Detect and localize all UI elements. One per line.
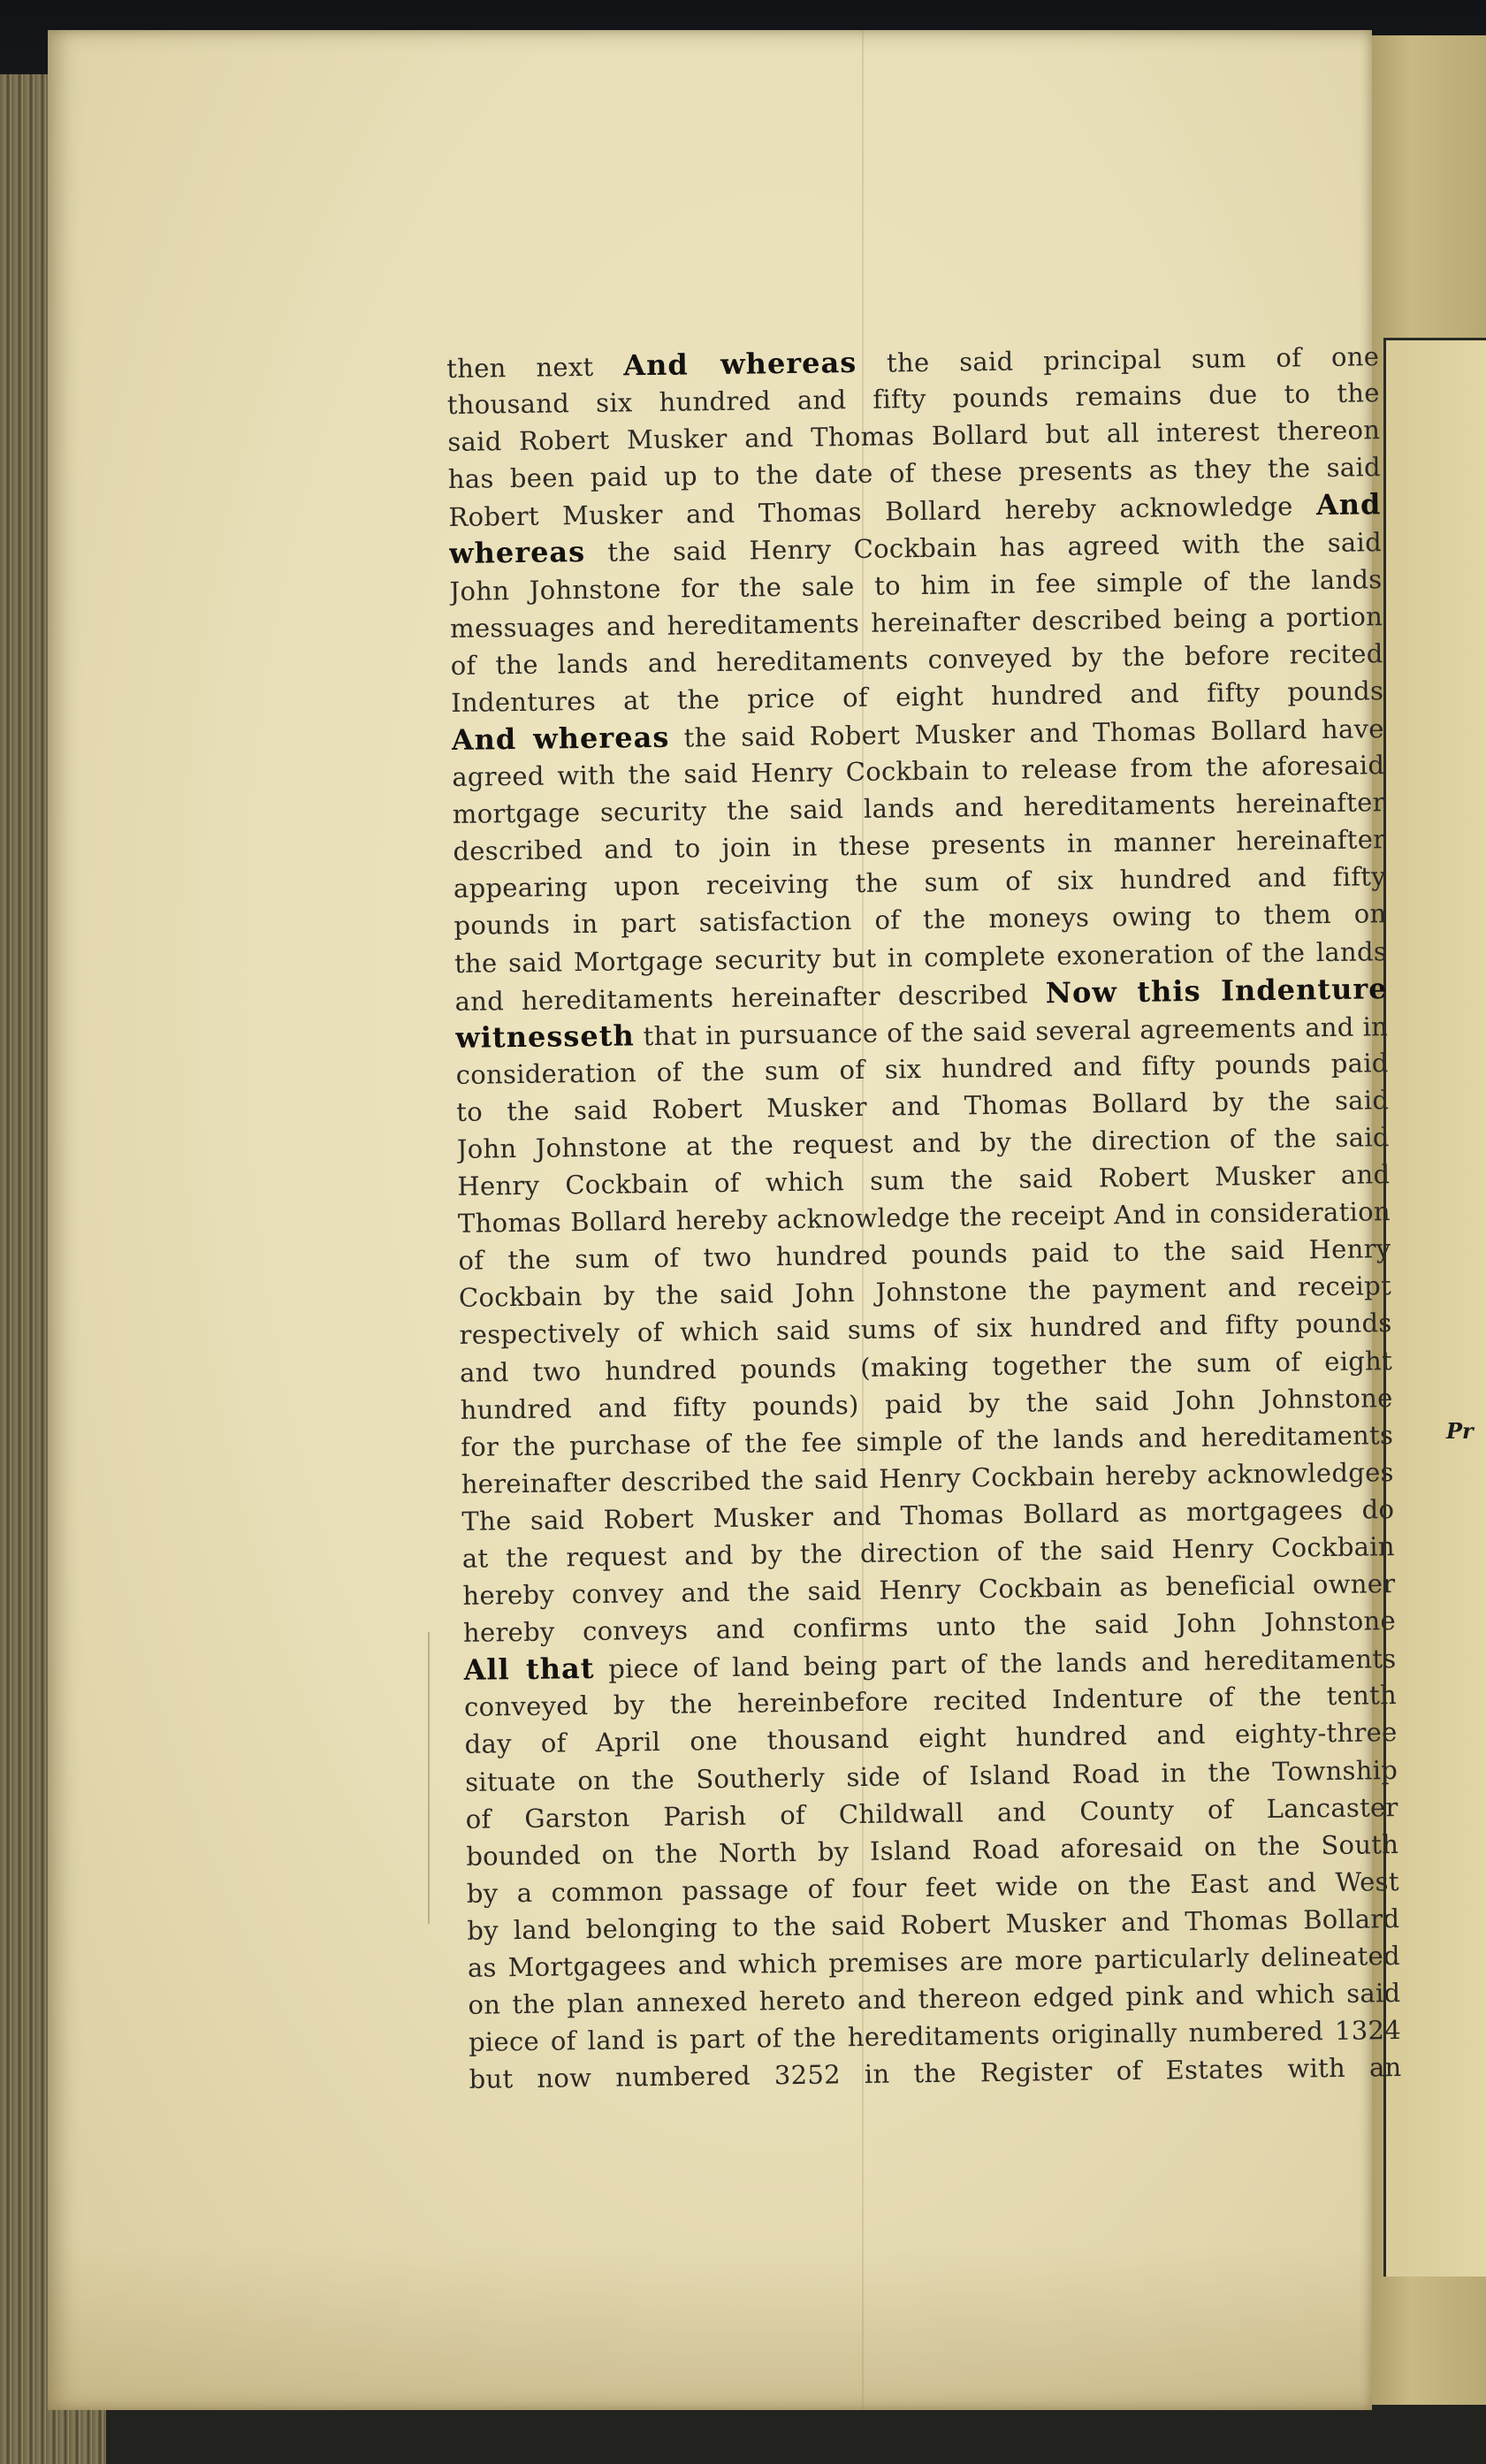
line-text: John Johnstone for the sale to him in fee simple of the lands: [449, 563, 1383, 606]
line-text: the said Robert Musker and Thomas Bollard have: [669, 713, 1384, 753]
line-text: John Johnstone at the request and by the direction of the said: [456, 1122, 1390, 1164]
line-text: of the lands and hereditaments conveyed by the before recited: [450, 637, 1383, 681]
line-text: hereby conveys and confirms unto the said John Johnstone: [462, 1606, 1397, 1649]
line-text: but now numbered 3252 in the Register of Estates with an: [469, 2052, 1402, 2095]
line-text: mortgage security the said lands and hereditaments hereinafter: [452, 787, 1386, 830]
line-text: on the plan annexed hereto and thereon edged pink and which said: [468, 1978, 1401, 2020]
line-text: Robert Musker and Thomas Bollard hereby acknowledge: [448, 491, 1317, 533]
line-text: to the said Robert Musker and Thomas Bollard by the said: [456, 1084, 1390, 1127]
blackletter-phrase: Now this Indenture: [1045, 971, 1388, 1010]
line-text: has been paid up to the date of these presents as they the said: [447, 452, 1382, 495]
blackletter-phrase: And whereas: [451, 720, 670, 757]
line-text: bounded on the North by Island Road aforesaid on the South: [466, 1828, 1399, 1872]
line-text: by land belonging to the said Robert Musker and Thomas Bollard: [467, 1903, 1400, 1946]
line-text: piece of land being part of the lands and hereditaments: [594, 1644, 1397, 1685]
indenture-text-block: [446, 337, 1402, 2095]
line-text: that in pursuance of the said several agreements and in: [634, 1011, 1389, 1051]
blackletter-phrase: whereas: [448, 535, 586, 571]
line-text: Henry Cockbain of which sum the said Robert Musker and: [457, 1159, 1391, 1201]
line-text: piece of land is part of the hereditaments originally numbered 1324: [468, 2015, 1402, 2058]
blackletter-phrase: And whereas: [623, 345, 857, 383]
line-text: and two hundred pounds (making together the sum of eight: [459, 1345, 1393, 1388]
line-text: agreed with the said Henry Cockbain to release from the aforesaid: [452, 750, 1385, 792]
line-text: appearing upon receiving the sum of six hundred and fifty: [453, 861, 1387, 904]
line-text: hundred and fifty pounds) paid by the said John Johnstone: [460, 1382, 1393, 1425]
line-text: Indentures at the price of eight hundred and fifty pounds: [451, 675, 1384, 718]
line-text: Cockbain by the said John Johnstone the payment and receipt: [458, 1270, 1392, 1314]
line-text: at the request and by the direction of the said Henry Cockbain: [461, 1531, 1396, 1574]
line-text: thousand six hundred and fifty pounds remains due to the: [446, 378, 1380, 421]
page-bottom-stain: [48, 2246, 1372, 2410]
line-text: conveyed by the hereinbefore recited Indenture of the tenth: [463, 1680, 1398, 1723]
line-text: messuages and hereditaments hereinafter described being a portion: [449, 600, 1383, 644]
line-text: consideration of the sum of six hundred and fifty pounds paid: [455, 1047, 1389, 1090]
adjacent-page-text-fragment: Pr: [1446, 1418, 1474, 1444]
margin-pencil-line: [428, 1632, 430, 1924]
line-text: the said Henry Cockbain has agreed with the said: [584, 527, 1383, 568]
line-text: of Garston Parish of Childwall and County of Lancaster: [465, 1791, 1398, 1835]
line-text: for the purchase of the fee simple of the lands and hereditaments: [461, 1419, 1394, 1462]
line-text: hereinafter described the said Henry Cockbain hereby acknowledges: [461, 1456, 1394, 1499]
line-text: then next: [446, 351, 624, 384]
line-text: respectively of which said sums of six hundred and fifty pounds: [459, 1308, 1392, 1351]
line-text: and hereditaments hereinafter described: [454, 978, 1046, 1017]
blackletter-phrase: And: [1315, 487, 1382, 523]
line-text: described and to join in these presents in manner hereinafter: [453, 824, 1386, 867]
line-text: The said Robert Musker and Thomas Bollard as mortgagees do: [461, 1493, 1395, 1537]
line-text: Thomas Bollard hereby acknowledge the receipt And in consideration: [457, 1196, 1391, 1240]
line-text: by a common passage of four feet wide on the East and West: [466, 1865, 1399, 1909]
blackletter-phrase: witnesseth: [454, 1018, 635, 1055]
line-text: the said Mortgage security but in complete exoneration of the lands: [453, 935, 1388, 979]
line-text: the said principal sum of one: [857, 341, 1380, 378]
line-text: as Mortgagees and which premises are more particularly delineated: [467, 1941, 1401, 1983]
line-text: day of April one thousand eight hundred and eighty-three: [464, 1717, 1398, 1760]
line-text: situate on the Southerly side of Island Road in the Township: [464, 1754, 1398, 1797]
blackletter-phrase: All that: [463, 1652, 595, 1688]
line-text: hereby convey and the said Henry Cockbain as beneficial owner: [462, 1568, 1396, 1611]
line-text: said Robert Musker and Thomas Bollard but all interest thereon: [447, 415, 1381, 458]
line-text: of the sum of two hundred pounds paid to the said Henry: [458, 1233, 1391, 1277]
line-text: pounds in part satisfaction of the moneys owing to them on: [453, 898, 1387, 942]
